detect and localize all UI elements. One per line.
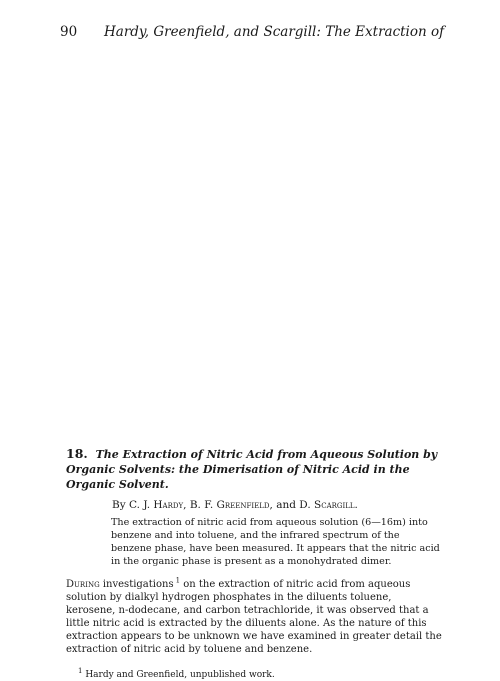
abstract: The extraction of nitric acid from aqueous solution (6—16m) into benzene and into toluene, and the infrared spectrum of the benzene phase, have been measured. It appears that the nitric acid in the organic phase is present as a monohydrated dimer. (111, 517, 440, 567)
author-hardy: C. J. Hardy (129, 499, 184, 511)
footnote-marker: 1 (78, 667, 83, 675)
body-text-start: investigations (99, 579, 174, 590)
page-number: 90 (60, 24, 78, 40)
byline-prefix: By (112, 499, 126, 511)
byline-separator: , and (269, 499, 296, 511)
byline-separator: , (183, 499, 187, 511)
footnote-text: Hardy and Greenfield, unpublished work. (82, 670, 275, 680)
article-number: 18. (66, 446, 88, 461)
body-text-rest: on the extraction of nitric acid from aqueous solution by dialkyl hydrogen phosphates in the diluents toluene, kerosene, n-dodecane, and carbon tetrachloride, it was observed that a little nitric acid is extracted by the diluents alone. As the nature of this extraction appears to be unknown we have examined in greater detail the extraction of nitric acid by toluene and benzene. (66, 579, 442, 655)
author-greenfield: B. F. Greenfield (189, 499, 270, 511)
body-lead-word: During (66, 579, 100, 590)
reference-marker: 1 (175, 576, 181, 585)
byline-end: . (354, 499, 358, 511)
article-title: The Extraction of Nitric Acid from Aqueous Solution by Organic Solvents: the Dimerisation of Nitric Acid in the Organic Solvent. (66, 448, 438, 491)
running-head: Hardy, Greenfield, and Scargill: The Extraction of (104, 24, 445, 40)
body-paragraph (66, 578, 442, 656)
byline (112, 498, 442, 512)
page-header (60, 24, 460, 42)
author-scargill: D. Scargill (299, 499, 355, 511)
footnote (78, 669, 442, 681)
article (66, 446, 442, 681)
article-title-block (66, 446, 442, 492)
